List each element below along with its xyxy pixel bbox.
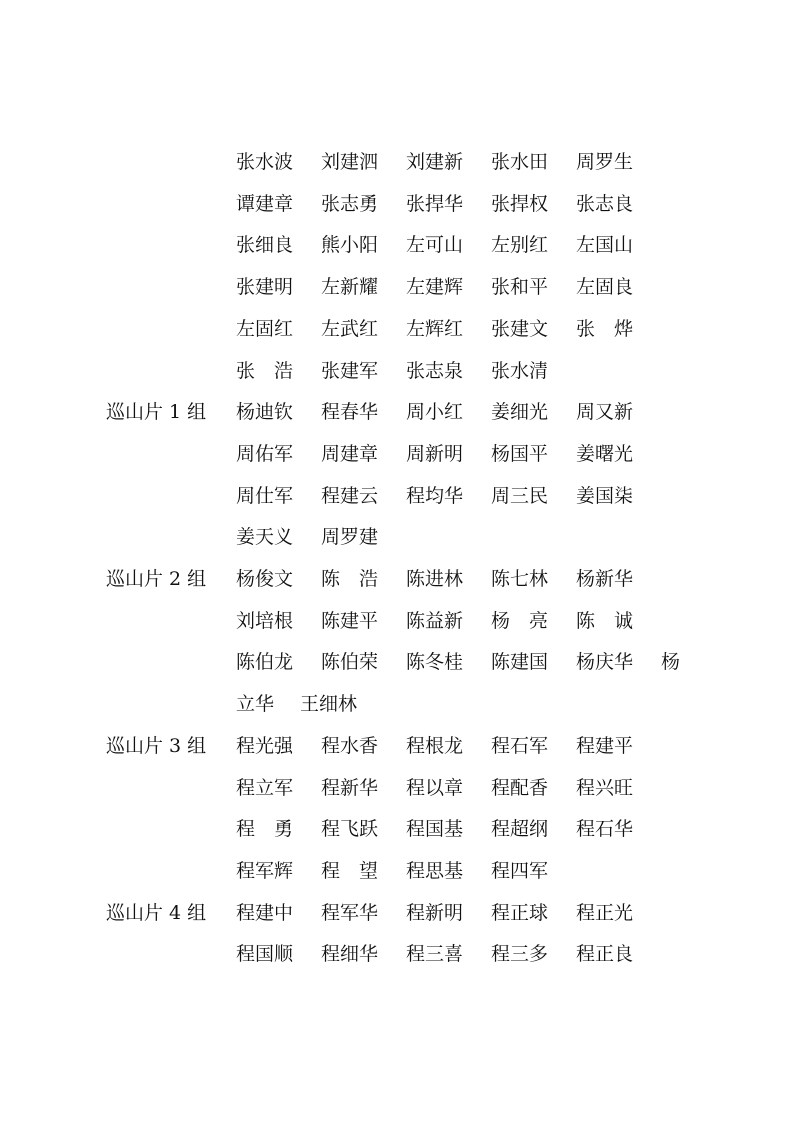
person-name: 周又新: [576, 401, 634, 424]
person-name: 姜天义: [236, 526, 294, 549]
person-name: 陈七林: [491, 568, 549, 590]
person-name: 程水香: [321, 734, 379, 757]
person-name: 程根龙: [406, 734, 464, 757]
person-name: 程石军: [491, 734, 549, 757]
person-name: 陈伯龙: [236, 651, 294, 674]
roster-line: [0, 939, 793, 969]
person-name: 陈进林: [406, 568, 464, 590]
person-name: 陈 浩: [321, 568, 379, 590]
person-name: 张 浩: [236, 359, 294, 382]
roster-line: [0, 230, 793, 260]
person-name: 左辉红: [406, 317, 464, 340]
person-name: 陈建平: [321, 609, 379, 632]
person-name: 左新耀: [321, 276, 379, 299]
person-name: 左可山: [406, 234, 464, 257]
roster-line: [0, 147, 793, 177]
person-name: 程光强: [236, 734, 294, 757]
person-name: 程石华: [576, 818, 634, 841]
roster-line: [0, 856, 793, 886]
person-name: 张志良: [576, 192, 634, 215]
roster-line: [0, 689, 793, 719]
roster-line: [0, 731, 793, 761]
person-name: 谭建章: [236, 192, 294, 215]
person-name: 程配香: [491, 776, 549, 799]
person-name: 程国基: [406, 818, 464, 841]
person-name: 程三多: [491, 943, 549, 966]
person-name: 周三民: [491, 484, 549, 507]
person-name: 张捍权: [491, 192, 549, 215]
person-name: 张建文: [491, 317, 549, 340]
person-name: 程超纲: [491, 818, 549, 841]
roster-line: [0, 564, 793, 594]
person-name: 张志泉: [406, 359, 464, 382]
person-name: 周佑军: [236, 442, 294, 465]
person-name: 刘建泗: [321, 151, 379, 173]
person-name: 程 勇: [236, 818, 294, 841]
person-name: 张 烨: [576, 317, 634, 340]
roster-line: [0, 814, 793, 844]
person-name: 张和平: [491, 276, 549, 299]
person-name: 立华: [236, 693, 275, 716]
person-name: 张细良: [236, 234, 294, 257]
roster-line: [0, 397, 793, 427]
person-name: 周小红: [406, 401, 464, 424]
person-name: 周建章: [321, 442, 379, 465]
person-name: 张建军: [321, 359, 379, 382]
roster-line: [0, 189, 793, 219]
person-name: 程以章: [406, 776, 464, 799]
person-name: 周罗生: [576, 151, 634, 173]
person-name: 程飞跃: [321, 818, 379, 841]
person-name: 陈 诚: [576, 609, 634, 632]
person-name: 刘培根: [236, 609, 294, 632]
person-name: 程细华: [321, 943, 379, 966]
person-name: 杨: [661, 651, 681, 674]
person-name: 左武红: [321, 317, 379, 340]
person-name: 姜国柒: [576, 484, 634, 507]
person-name: 陈伯荣: [321, 651, 379, 674]
person-name: 程正良: [576, 943, 634, 966]
person-name: 张水清: [491, 359, 549, 382]
roster-line: [0, 314, 793, 344]
person-name: 程建中: [236, 901, 294, 924]
person-name: 张水波: [236, 151, 294, 173]
person-name: 杨庆华: [576, 651, 634, 674]
person-name: 杨 亮: [491, 609, 549, 632]
group-label: 巡山片 4 组: [106, 901, 207, 924]
person-name: 左固红: [236, 317, 294, 340]
person-name: 程均华: [406, 484, 464, 507]
person-name: 左别红: [491, 234, 549, 257]
person-name: 程三喜: [406, 943, 464, 966]
person-name: 陈益新: [406, 609, 464, 632]
person-name: 杨国平: [491, 442, 549, 465]
roster-line: [0, 356, 793, 386]
person-name: 程军辉: [236, 859, 294, 882]
person-name: 张水田: [491, 151, 549, 173]
person-name: 姜细光: [491, 401, 549, 424]
person-name: 程国顺: [236, 943, 294, 966]
roster-line: [0, 272, 793, 302]
person-name: 周仕军: [236, 484, 294, 507]
group-label: 巡山片 3 组: [106, 734, 207, 757]
person-name: 周罗建: [321, 526, 379, 549]
person-name: 程四军: [491, 859, 549, 882]
person-name: 王细林: [300, 693, 358, 716]
roster-line: [0, 481, 793, 511]
person-name: 杨俊文: [236, 568, 294, 590]
person-name: 程思基: [406, 859, 464, 882]
person-name: 张建明: [236, 276, 294, 299]
person-name: 程春华: [321, 401, 379, 424]
person-name: 程立军: [236, 776, 294, 799]
person-name: 程新明: [406, 901, 464, 924]
person-name: 程新华: [321, 776, 379, 799]
person-name: 刘建新: [406, 151, 464, 173]
person-name: 陈冬桂: [406, 651, 464, 674]
person-name: 左固良: [576, 276, 634, 299]
person-name: 张捍华: [406, 192, 464, 215]
person-name: 程建平: [576, 734, 634, 757]
person-name: 张志勇: [321, 192, 379, 215]
person-name: 左国山: [576, 234, 634, 257]
roster-line: [0, 773, 793, 803]
roster-line: [0, 439, 793, 469]
person-name: 熊小阳: [321, 234, 379, 257]
person-name: 杨新华: [576, 568, 634, 590]
person-name: 陈建国: [491, 651, 549, 674]
person-name: 杨迪钦: [236, 401, 294, 424]
person-name: 周新明: [406, 442, 464, 465]
roster-line: [0, 898, 793, 928]
person-name: 程兴旺: [576, 776, 634, 799]
person-name: 程军华: [321, 901, 379, 924]
person-name: 程正球: [491, 901, 549, 924]
person-name: 程 望: [321, 859, 379, 882]
person-name: 程正光: [576, 901, 634, 924]
roster-line: [0, 522, 793, 552]
group-label: 巡山片 1 组: [106, 401, 207, 424]
person-name: 程建云: [321, 484, 379, 507]
group-label: 巡山片 2 组: [106, 568, 207, 590]
person-name: 左建辉: [406, 276, 464, 299]
roster-line: [0, 606, 793, 636]
person-name: 姜曙光: [576, 442, 634, 465]
roster-line: [0, 647, 793, 677]
